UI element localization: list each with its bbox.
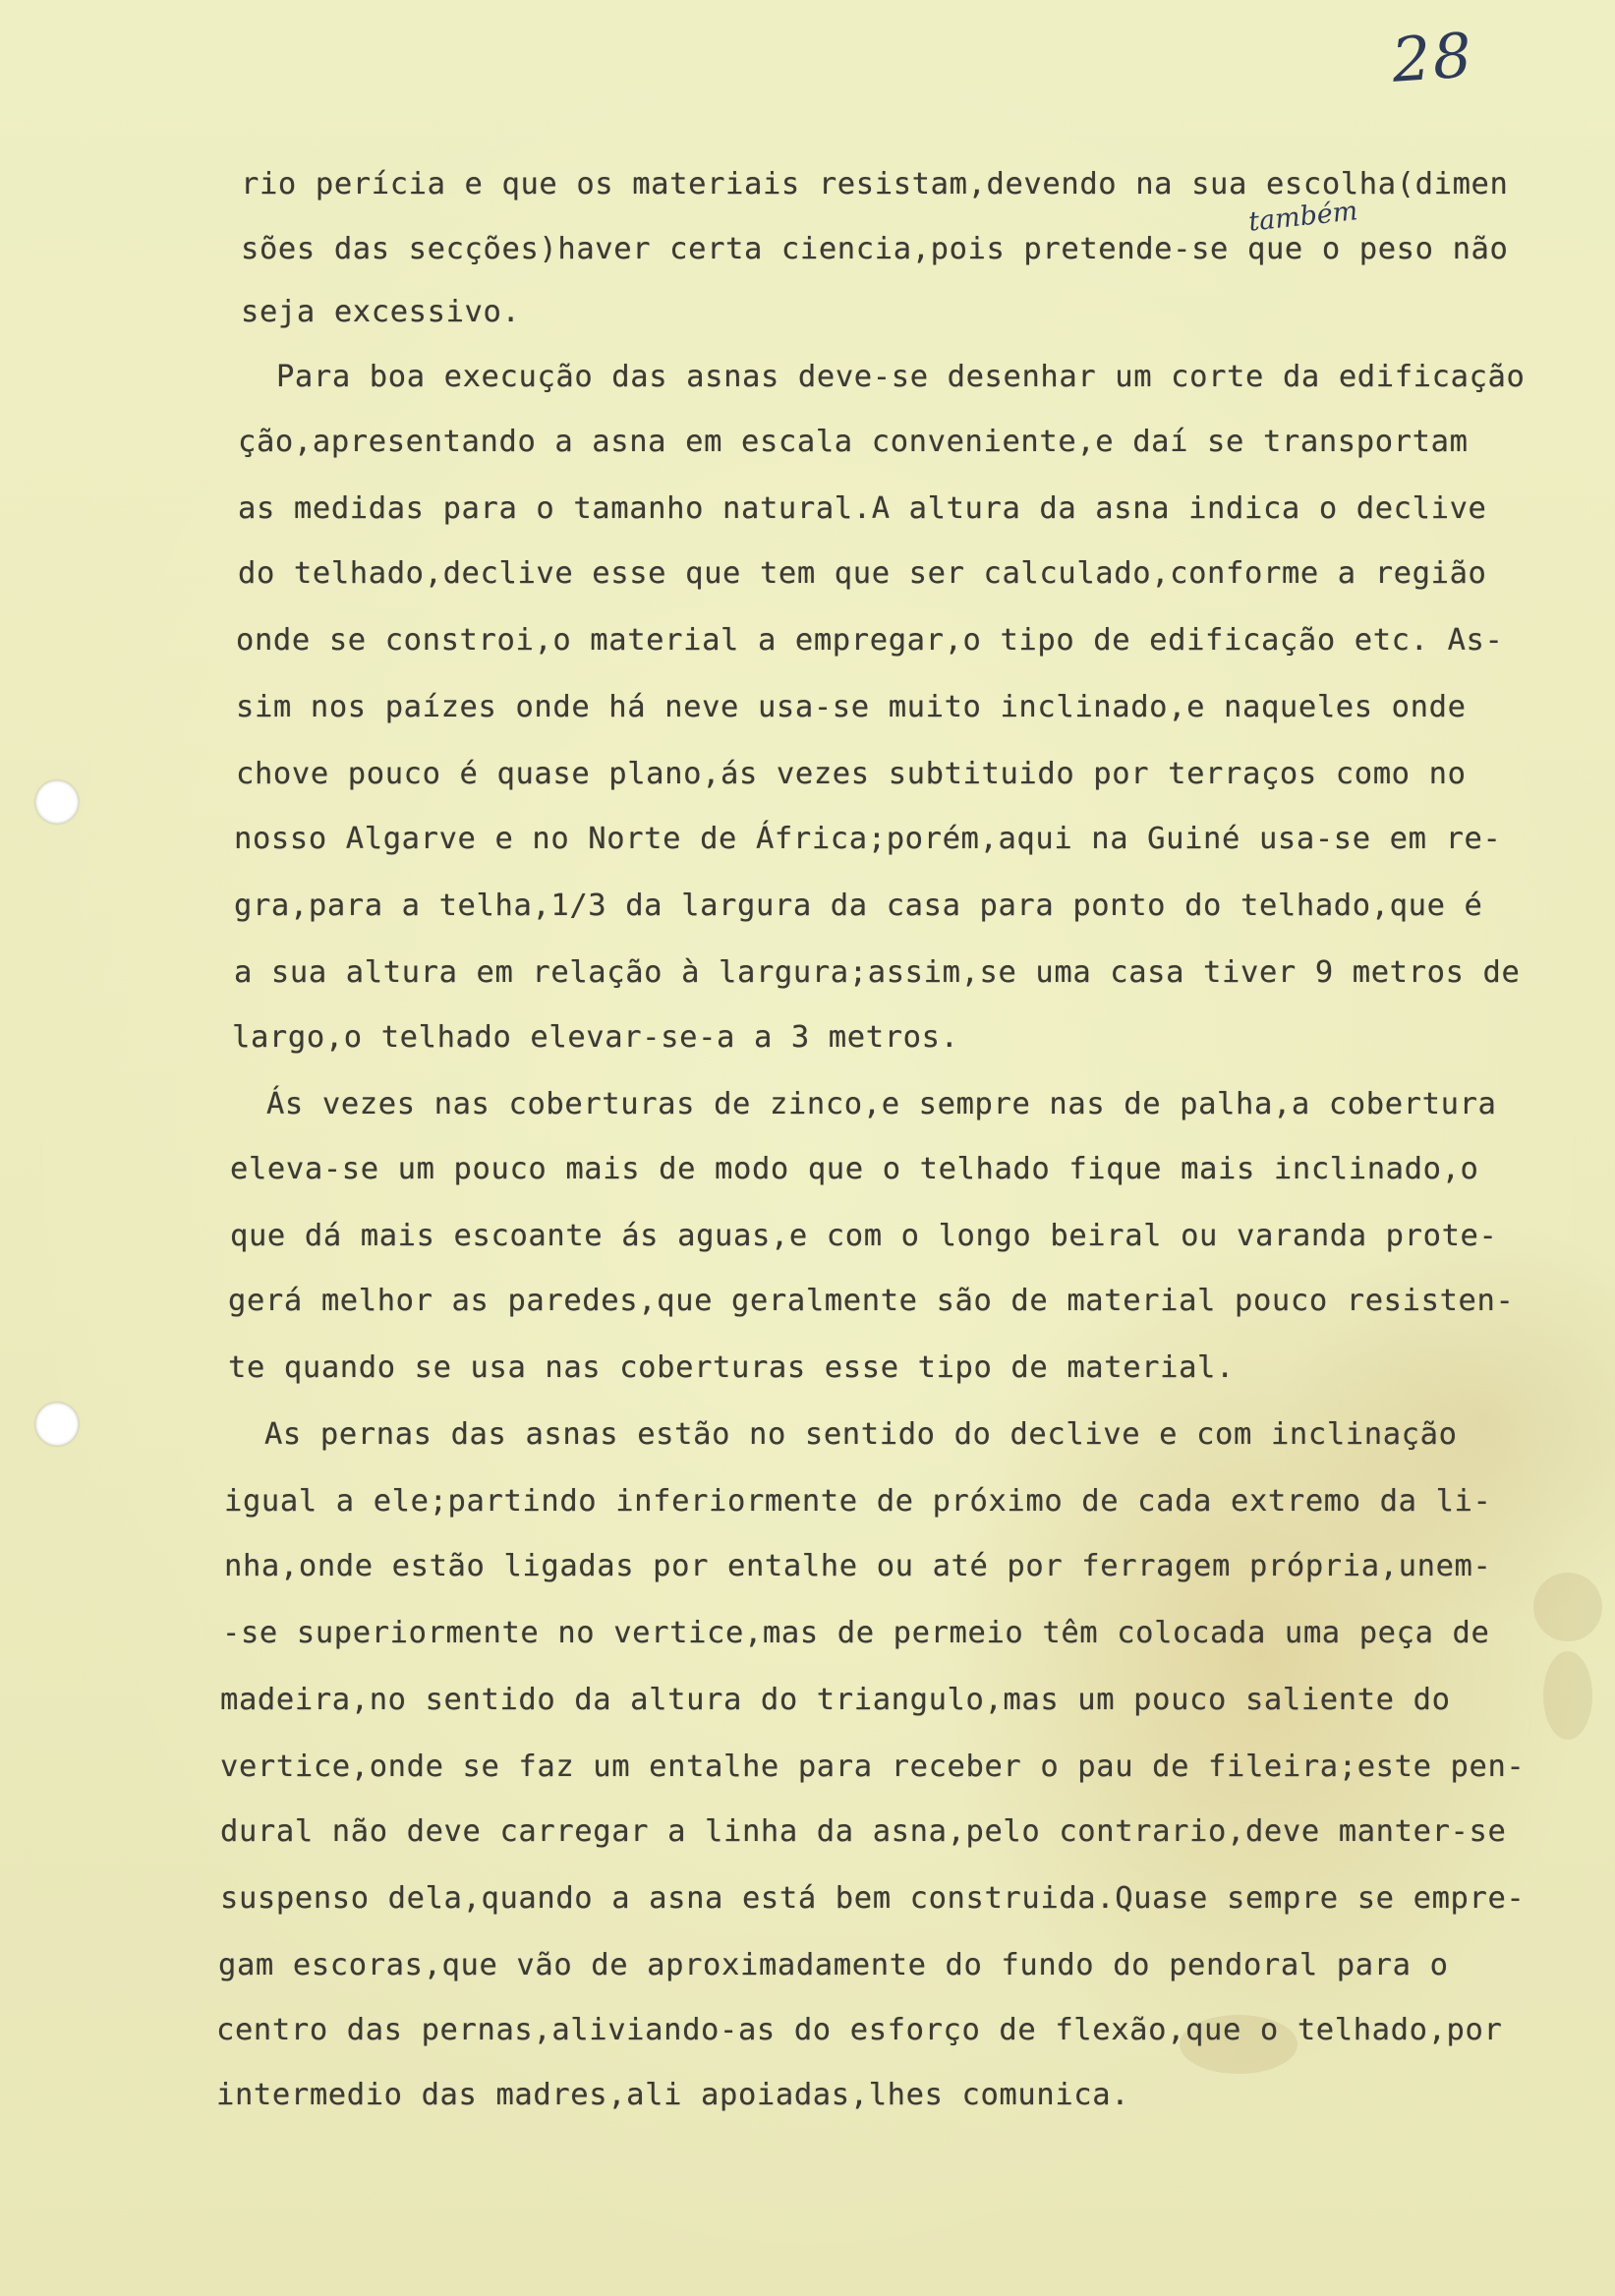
text-line: nha,onde estão ligadas por entalhe ou até por ferragem própria,unem- (224, 1549, 1492, 1583)
punch-hole (35, 780, 79, 824)
text-line: -se superiormente no vertice,mas de permeio têm colocada uma peça de (222, 1616, 1490, 1650)
text-line: igual a ele;partindo inferiormente de próximo de cada extremo da li- (224, 1484, 1492, 1519)
text-line: te quando se usa nas coberturas esse tipo de material. (228, 1350, 1235, 1385)
punch-hole (35, 1403, 79, 1446)
paper-stain (1543, 1651, 1592, 1740)
text-line: Para boa execução das asnas deve-se desenhar um corte da edificação (258, 360, 1526, 394)
text-line: largo,o telhado elevar-se-a a 3 metros. (232, 1020, 959, 1055)
text-line: a sua altura em relação à largura;assim,se uma casa tiver 9 metros de (234, 955, 1521, 990)
text-line: As pernas das asnas estão no sentido do declive e com inclinação (246, 1417, 1458, 1452)
text-line: as medidas para o tamanho natural.A altura da asna indica o declive (238, 491, 1487, 526)
text-line: sões das secções)haver certa ciencia,pois pretende-se que o peso não (241, 232, 1509, 266)
text-line: gam escoras,que vão de aproximadamente do fundo do pendoral para o (218, 1948, 1449, 1982)
text-line: ção,apresentando a asna em escala conveniente,e daí se transportam (238, 425, 1469, 459)
text-line: nosso Algarve e no Norte de África;porém,aqui na Guiné usa-se em re- (234, 822, 1502, 856)
text-line: gra,para a telha,1/3 da largura da casa para ponto do telhado,que é (234, 889, 1483, 923)
text-line: intermedio das madres,ali apoiadas,lhes comunica. (216, 2078, 1130, 2112)
text-line: suspenso dela,quando a asna está bem construida.Quase sempre se empre- (220, 1881, 1526, 1916)
text-line: sim nos paízes onde há neve usa-se muito inclinado,e naqueles onde (236, 690, 1467, 724)
text-line: centro das pernas,aliviando-as do esforço de flexão,que o telhado,por (216, 2013, 1503, 2047)
paper-stain (1533, 1573, 1602, 1641)
text-line: Ás vezes nas coberturas de zinco,e sempre nas de palha,a cobertura (248, 1087, 1497, 1121)
page-number: 28 (1389, 19, 1476, 96)
handwritten-annotation: também (1246, 196, 1359, 238)
text-line: que dá mais escoante ás aguas,e com o longo beiral ou varanda prote- (230, 1219, 1498, 1253)
text-line: seja excessivo. (241, 295, 521, 329)
text-line: madeira,no sentido da altura do triangulo,mas um pouco saliente do (220, 1683, 1451, 1717)
text-line: dural não deve carregar a linha da asna,pelo contrario,deve manter-se (220, 1814, 1507, 1849)
text-line: rio perícia e que os materiais resistam,devendo na sua escolha(dimen (241, 167, 1509, 201)
text-line: eleva-se um pouco mais de modo que o telhado fique mais inclinado,o (230, 1152, 1479, 1186)
text-line: gerá melhor as paredes,que geralmente são de material pouco resisten- (228, 1284, 1515, 1318)
text-line: vertice,onde se faz um entalhe para receber o pau de fileira;este pen- (220, 1750, 1526, 1784)
text-line: do telhado,declive esse que tem que ser calculado,conforme a região (238, 556, 1487, 591)
text-line: chove pouco é quase plano,ás vezes subtituido por terraços como no (236, 757, 1467, 791)
text-line: onde se constroi,o material a empregar,o tipo de edificação etc. As- (236, 623, 1504, 658)
